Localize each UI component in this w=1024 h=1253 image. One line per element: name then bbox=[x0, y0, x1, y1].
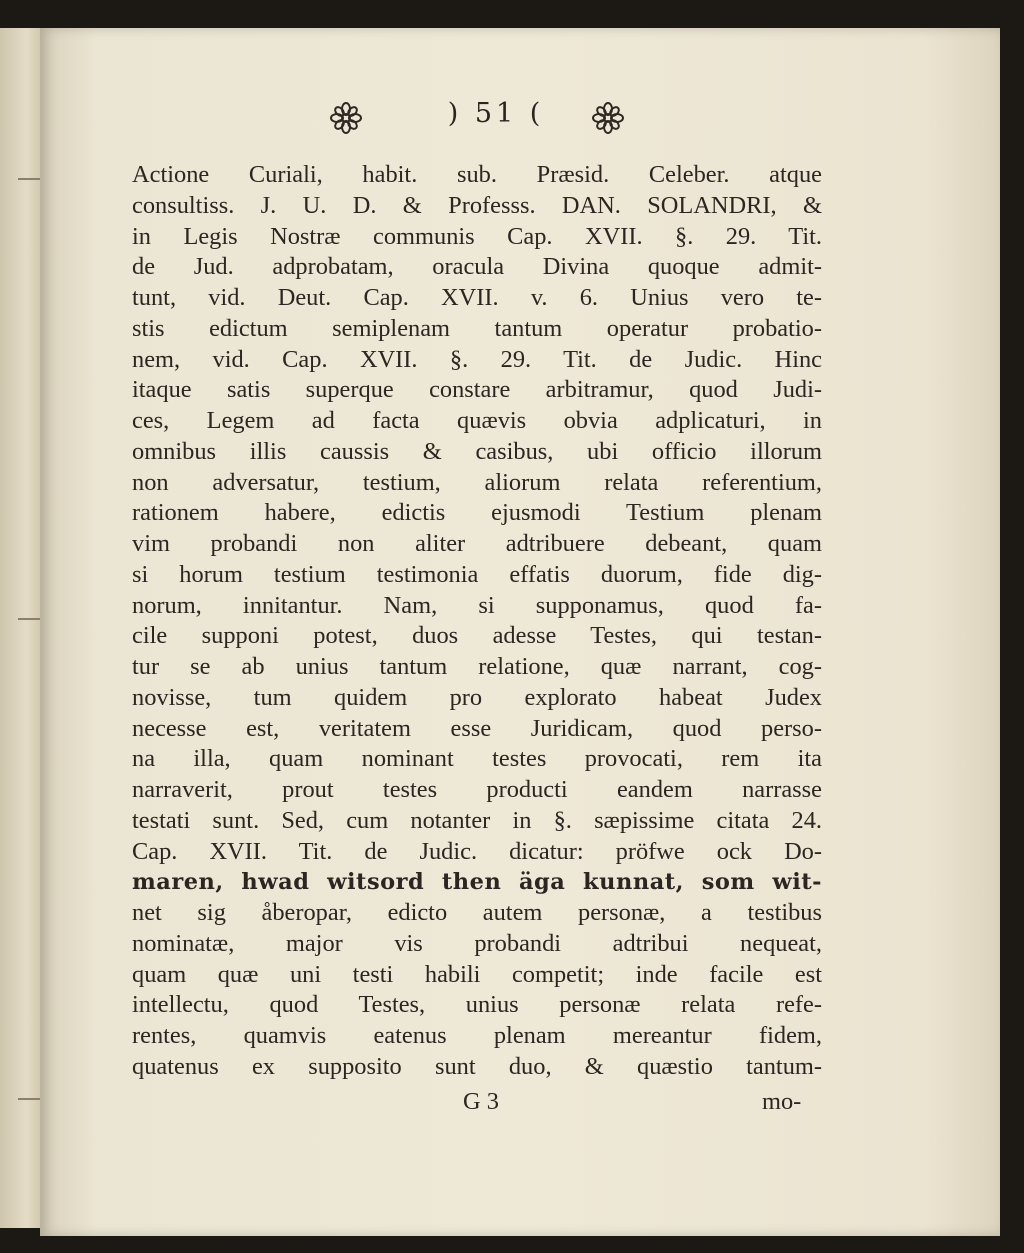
text-line: net sig åberopar, edicto autem personæ, a testibus bbox=[132, 899, 822, 926]
text-line: quatenus ex supposito sunt duo, & quæstio tantum- bbox=[132, 1052, 822, 1080]
text-line: narraverit, prout testes producti eandem narrasse bbox=[132, 776, 822, 803]
signature-mark: G 3 bbox=[463, 1088, 499, 1115]
text-line: na illa, quam nominant testes provocati, rem ita bbox=[132, 745, 822, 773]
text-line: nominatæ, major vis probandi adtribui nequeat, bbox=[132, 929, 822, 957]
text-line: intellectu, quod Testes, unius personæ relata refe- bbox=[132, 991, 822, 1019]
text-line: itaque satis superque constare arbitramur, quod Judi- bbox=[132, 376, 822, 404]
text-line: Actione Curiali, habit. sub. Præsid. Celeber. atque bbox=[132, 161, 822, 188]
flower-ornament-icon bbox=[592, 102, 624, 134]
page-header bbox=[0, 98, 1024, 148]
text-line: omnibus illis caussis & casibus, ubi officio illorum bbox=[132, 437, 822, 465]
text-line: si horum testium testimonia effatis duorum, fide dig- bbox=[132, 560, 822, 588]
text-line: tur se ab unius tantum relatione, quæ narrant, cog- bbox=[132, 653, 822, 680]
page-footer bbox=[0, 1088, 1024, 1124]
text-line: consultiss. J. U. D. & Professs. DAN. SOLANDRI, & bbox=[132, 191, 822, 219]
text-line: ces, Legem ad facta quævis obvia adplicaturi, in bbox=[132, 407, 822, 434]
flower-ornament-icon bbox=[330, 102, 362, 134]
text-line: cile supponi potest, duos adesse Testes, qui testan- bbox=[132, 622, 822, 650]
text-line: novisse, tum quidem pro explorato habeat Judex bbox=[132, 683, 822, 711]
text-line: rationem habere, edictis ejusmodi Testium plenam bbox=[132, 499, 822, 527]
text-line: quam quæ uni testi habili competit; inde facile est bbox=[132, 960, 822, 988]
text-line: in Legis Nostræ communis Cap. XVII. §. 29. Tit. bbox=[132, 222, 822, 250]
text-line: nem, vid. Cap. XVII. §. 29. Tit. de Judic. Hinc bbox=[132, 345, 822, 373]
text-line: non adversatur, testium, aliorum relata referentium, bbox=[132, 468, 822, 496]
text-line-fraktur: maren, hwad witsord then äga kunnat, som wit- bbox=[132, 869, 822, 896]
text-line: de Jud. adprobatam, oracula Divina quoque admit- bbox=[132, 253, 822, 281]
text-line: rentes, quamvis eatenus plenam mereantur fidem, bbox=[132, 1022, 822, 1049]
text-line: stis edictum semiplenam tantum operatur probatio- bbox=[132, 314, 822, 342]
text-line: Cap. XVII. Tit. de Judic. dicatur: pröfwe ock Do- bbox=[132, 837, 822, 865]
text-line: vim probandi non aliter adtribuere debeant, quam bbox=[132, 530, 822, 557]
text-line: necesse est, veritatem esse Juridicam, quod perso- bbox=[132, 714, 822, 742]
body-text bbox=[132, 160, 822, 1083]
catchword: mo- bbox=[762, 1088, 802, 1115]
text-line: testati sunt. Sed, cum notanter in §. sæpissime citata 24. bbox=[132, 806, 822, 834]
text-line: tunt, vid. Deut. Cap. XVII. v. 6. Unius vero te- bbox=[132, 284, 822, 311]
page-number: ) 51 ( bbox=[447, 98, 545, 129]
text-line: norum, innitantur. Nam, si supponamus, quod fa- bbox=[132, 591, 822, 619]
